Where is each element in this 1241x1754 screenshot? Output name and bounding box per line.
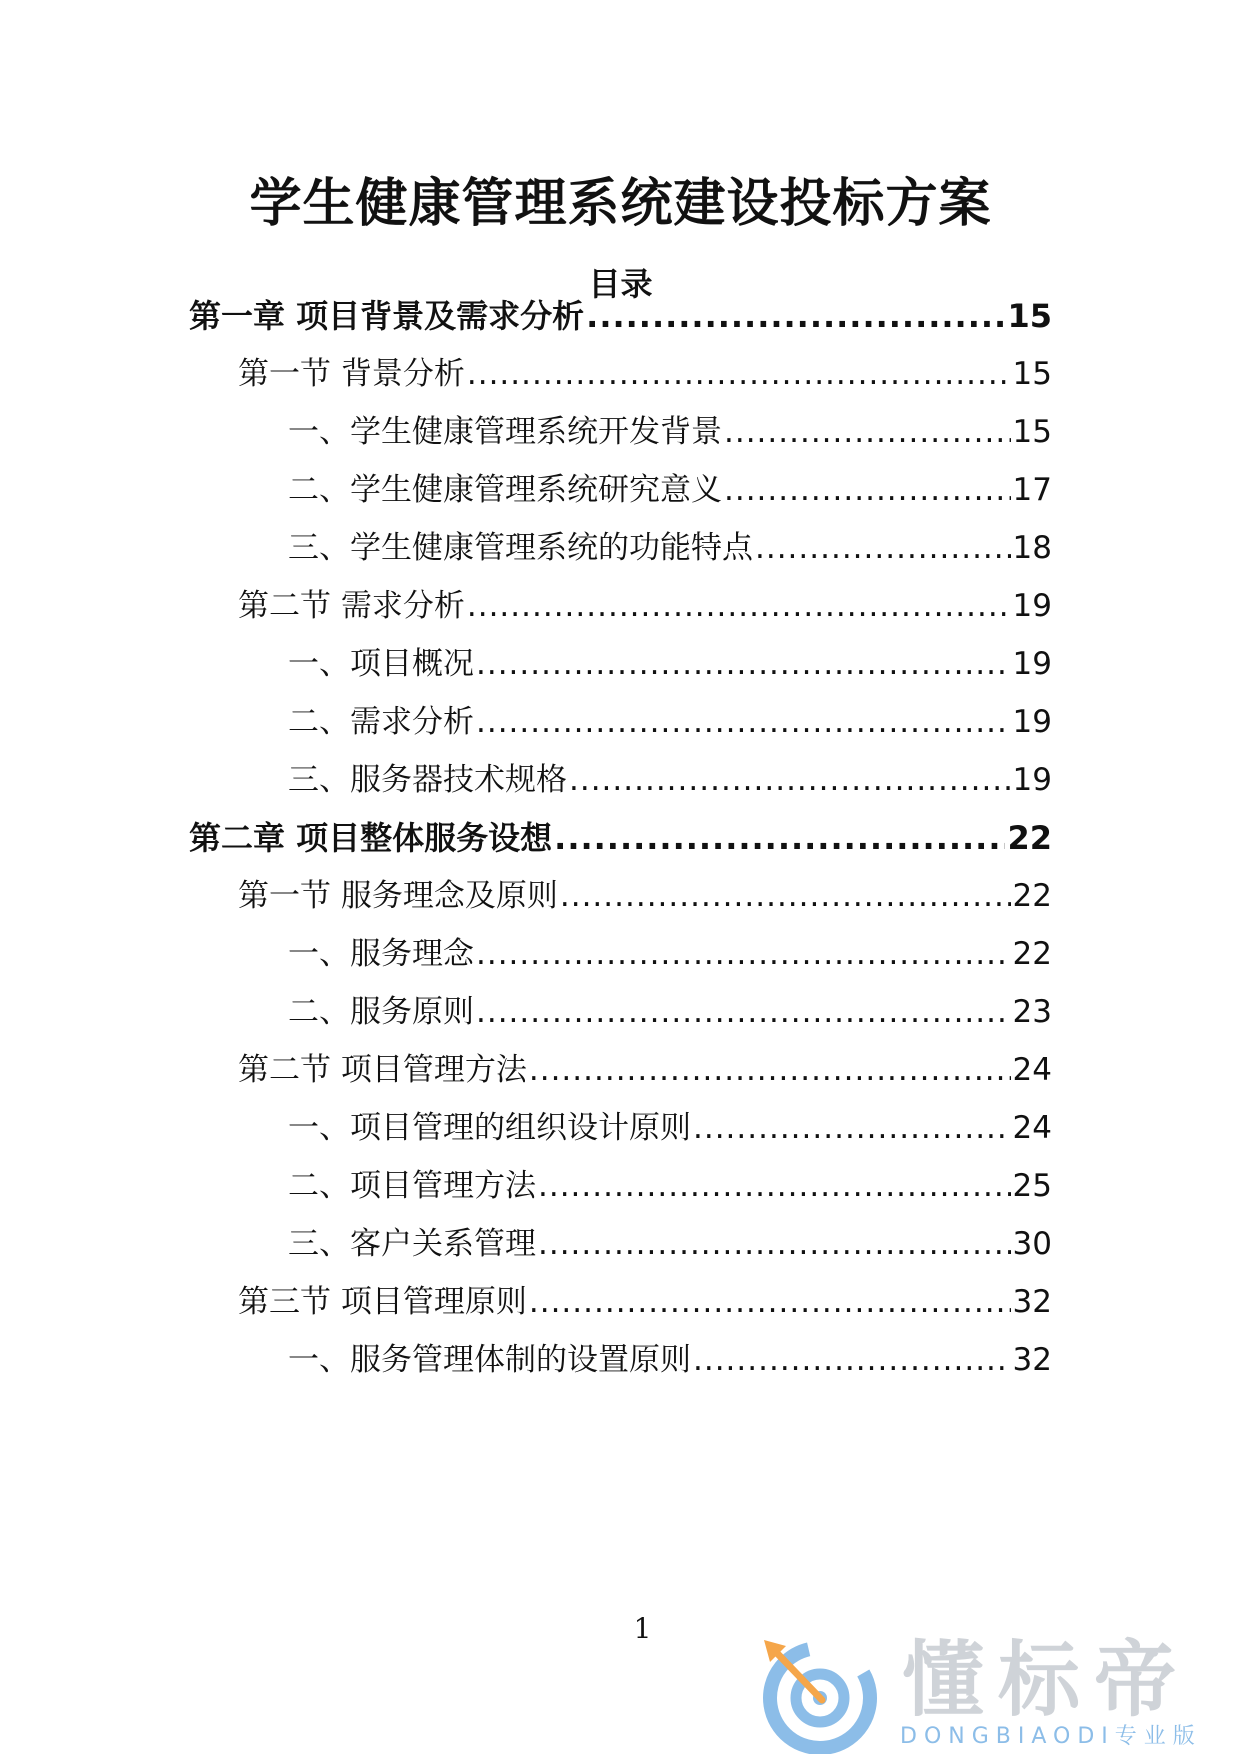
toc-entry[interactable] (238, 1280, 1052, 1324)
toc-entry-title: 三、客户关系管理 (288, 1226, 536, 1262)
toc-entry-page: 22 (1012, 936, 1052, 972)
toc-dot-leader (724, 410, 1011, 454)
toc-entry-title: 一、学生健康管理系统开发背景 (288, 414, 722, 450)
toc-entry[interactable] (288, 1106, 1052, 1150)
toc-entry[interactable] (189, 294, 1052, 338)
toc-dot-leader (467, 352, 1011, 396)
toc-entry-page: 19 (1012, 762, 1052, 798)
toc-entry-title: 三、服务器技术规格 (288, 762, 567, 798)
toc-dot-leader (476, 700, 1011, 744)
toc-entry-page: 15 (1007, 297, 1052, 335)
toc-entry-title: 第三节 项目管理原则 (238, 1284, 527, 1320)
toc-dot-leader (538, 1164, 1011, 1208)
toc-entry-page: 32 (1012, 1284, 1052, 1320)
toc-entry-page: 17 (1012, 472, 1052, 508)
document-title: 学生健康管理系统建设投标方案 (249, 174, 992, 234)
watermark (744, 1632, 1241, 1754)
toc-entry[interactable] (288, 1164, 1052, 1208)
toc-dot-leader (476, 932, 1011, 976)
toc-entry-page: 15 (1012, 414, 1052, 450)
toc-entry-title: 第二节 项目管理方法 (238, 1052, 527, 1088)
toc-dot-leader (586, 294, 1005, 338)
toc-entry[interactable] (288, 758, 1052, 802)
toc-entry-page: 24 (1012, 1110, 1052, 1146)
toc-entry-title: 第一章 项目背景及需求分析 (189, 297, 585, 335)
toc-entry-page: 23 (1012, 994, 1052, 1030)
toc-dot-leader (467, 584, 1011, 628)
toc-dot-leader (529, 1048, 1011, 1092)
toc-entry-title: 二、需求分析 (288, 704, 474, 740)
toc-entry[interactable] (288, 700, 1052, 744)
toc-entry-title: 第一节 背景分析 (238, 356, 465, 392)
toc-entry-page: 19 (1012, 704, 1052, 740)
toc-entry-page: 30 (1012, 1226, 1052, 1262)
toc-entry[interactable] (238, 1048, 1052, 1092)
toc-entry-title: 第二章 项目整体服务设想 (189, 819, 553, 857)
toc-dot-leader (693, 1338, 1011, 1382)
toc-entry[interactable] (189, 816, 1052, 860)
toc-entry-page: 22 (1007, 819, 1052, 857)
toc-dot-leader (538, 1222, 1011, 1266)
toc-entry[interactable] (238, 874, 1052, 918)
toc-entry[interactable] (288, 1222, 1052, 1266)
toc-entry-title: 二、学生健康管理系统研究意义 (288, 472, 722, 508)
toc-entry-title: 二、项目管理方法 (288, 1168, 536, 1204)
toc-entry-title: 一、服务管理体制的设置原则 (288, 1342, 691, 1378)
toc-entry[interactable] (288, 410, 1052, 454)
toc-dot-leader (476, 990, 1011, 1034)
watermark-brand: 懂标帝 (902, 1633, 1191, 1728)
toc-dot-leader (724, 468, 1011, 512)
toc-entry-page: 22 (1012, 878, 1052, 914)
toc-dot-leader (554, 816, 1005, 860)
toc-entry-page: 19 (1012, 646, 1052, 682)
toc-entry[interactable] (238, 584, 1052, 628)
toc-entry[interactable] (288, 1338, 1052, 1382)
toc-entry-title: 第二节 需求分析 (238, 588, 465, 624)
toc-entry[interactable] (288, 932, 1052, 976)
toc-entry-page: 25 (1012, 1168, 1052, 1204)
toc-entry[interactable] (288, 468, 1052, 512)
toc-dot-leader (569, 758, 1011, 802)
toc-heading: 目录 (588, 265, 653, 303)
toc-entry-page: 24 (1012, 1052, 1052, 1088)
toc-entry-title: 第一节 服务理念及原则 (238, 878, 558, 914)
toc-entry-title: 一、服务理念 (288, 936, 474, 972)
toc-entry-title: 三、学生健康管理系统的功能特点 (288, 530, 753, 566)
toc-entry[interactable] (288, 642, 1052, 686)
toc-dot-leader (529, 1280, 1011, 1324)
toc-entry-page: 19 (1012, 588, 1052, 624)
toc-entry[interactable] (288, 526, 1052, 570)
target-arrow-icon (744, 1632, 894, 1754)
page-number: 1 (633, 1612, 652, 1645)
toc-entry-page: 32 (1012, 1342, 1052, 1378)
toc-entry[interactable] (238, 352, 1052, 396)
toc-dot-leader (560, 874, 1011, 918)
toc-dot-leader (476, 642, 1011, 686)
toc-entry-title: 二、服务原则 (288, 994, 474, 1030)
toc-entry-page: 15 (1012, 356, 1052, 392)
toc-entry[interactable] (288, 990, 1052, 1034)
watermark-subtitle: DONGBIAODI专业版 (900, 1724, 1202, 1749)
toc-entry-title: 一、项目管理的组织设计原则 (288, 1110, 691, 1146)
toc-entry-page: 18 (1012, 530, 1052, 566)
toc-dot-leader (693, 1106, 1011, 1150)
toc-dot-leader (755, 526, 1011, 570)
toc-entry-title: 一、项目概况 (288, 646, 474, 682)
